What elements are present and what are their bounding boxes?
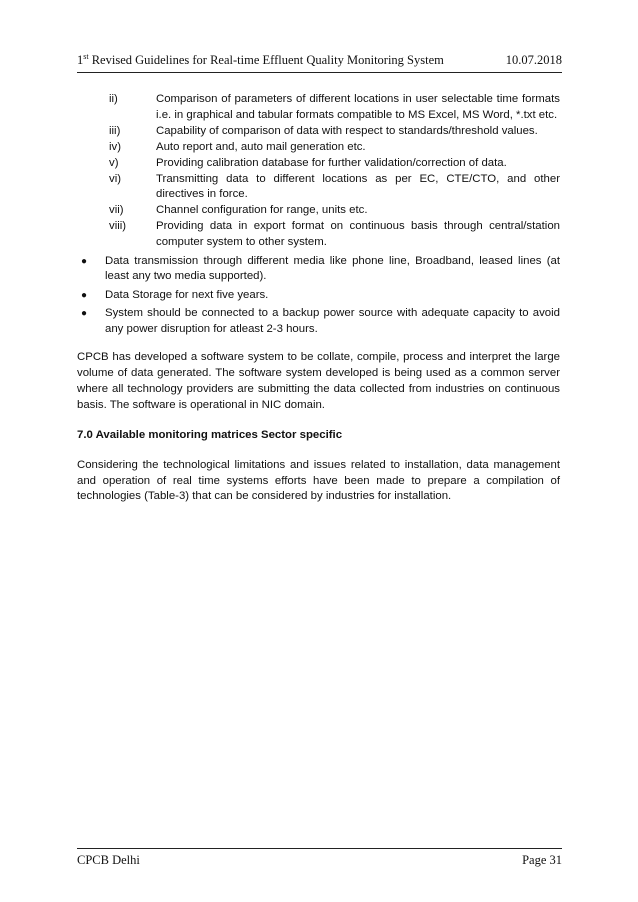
roman-list xyxy=(77,92,560,251)
bullet-icon: ● xyxy=(81,289,88,301)
paragraph: CPCB has developed a software system to be collate, compile, process and interpret the large volume of data generated. The software system developed is being used as a common server where all technology providers are submitting the data collected from industries on continuous basis. The software is operational in NIC domain. xyxy=(77,351,560,411)
list-item: iv) Auto report and, auto mail generation etc. xyxy=(109,140,366,153)
bullet-list xyxy=(77,254,560,339)
header-title: 1st Revised Guidelines for Real-time Effluent Quality Monitoring System xyxy=(77,52,444,68)
list-item: iii) Capability of comparison of data with respect to standards/threshold values. xyxy=(109,124,538,137)
list-item: vii) Channel configuration for range, units etc. xyxy=(109,204,368,217)
list-item: ● Data Storage for next five years. xyxy=(77,288,560,304)
page-footer xyxy=(77,848,562,868)
page-body xyxy=(77,92,560,505)
list-item: vi) Transmitting data to different locations as per EC, CTE/CTO, and other directives in force. xyxy=(109,172,560,201)
section-heading: 7.0 Available monitoring matrices Sector specific xyxy=(77,428,343,441)
list-item: ii) Comparison of parameters of different locations in user selectable time formats i.e. in graphical and tabular formats compatible to MS Excel, MS Word, *.txt etc. xyxy=(109,93,560,121)
footer-org: CPCB Delhi xyxy=(77,853,140,867)
list-item: ● System should be connected to a backup power source with adequate capacity to avoid any power disruption for atleast 2-3 hours. xyxy=(77,306,560,338)
list-item: ● Data transmission through different media like phone line, Broadband, leased lines (at least any two media supported). xyxy=(77,254,560,286)
page-number: Page 31 xyxy=(522,853,562,867)
page-header xyxy=(77,52,562,73)
bullet-icon: ● xyxy=(81,308,88,320)
header-date: 10.07.2018 xyxy=(505,53,562,68)
list-item: viii) Providing data in export format on continuous basis through central/station computer system to other system. xyxy=(109,220,560,249)
bullet-icon: ● xyxy=(81,255,88,267)
paragraph: Considering the technological limitations and issues related to installation, data management and operation of real time systems efforts have been made to prepare a compilation of technologies (Table-3) that can be considered by industries for installation. xyxy=(77,458,560,503)
list-item: v) Providing calibration database for further validation/correction of data. xyxy=(109,156,507,169)
